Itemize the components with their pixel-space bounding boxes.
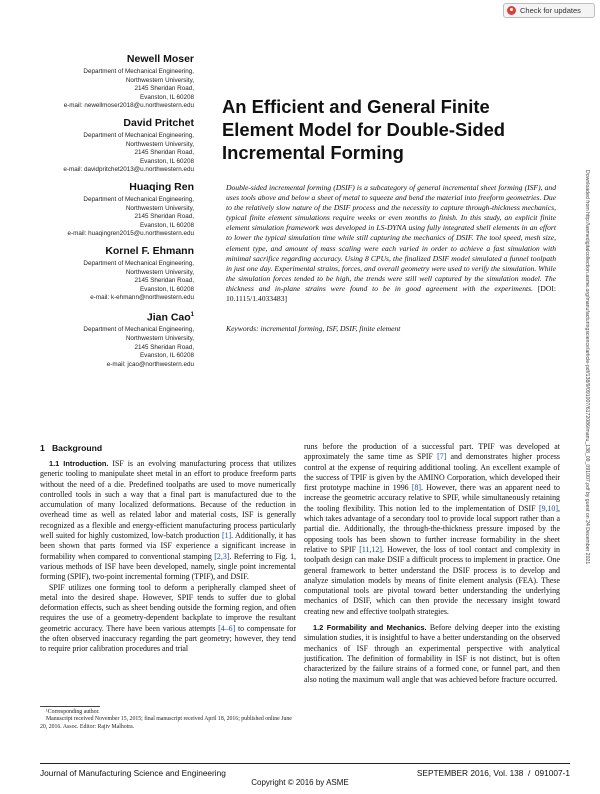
paragraph-text: and demonstrates higher process control at the expense of requiring additional tooling. An excellent example of the success of TPIF is given by the AMINO Corporation, which developed their first prototype machine in 1996 (304, 452, 560, 493)
paragraph-text: . Additionally, it has been shown that parts formed via ISF experience a significant increase in formability when compared to conventional stamping (40, 531, 296, 561)
footnote-line: Manuscript received November 15, 2015; final manuscript received April 18, 2016; published online June 20, 2016. Assoc. Editor: Rajiv Malhotra. (40, 716, 292, 730)
author-affiliation-line: Evanston, IL 60208 (139, 93, 194, 101)
abstract (226, 183, 556, 304)
journal-name: Journal of Manufacturing Science and Engineering (40, 768, 226, 778)
author-affiliation-line: Department of Mechanical Engineering, (83, 68, 194, 75)
author-affiliation-line: 2145 Sheridan Road, (134, 213, 194, 221)
crossmark-icon (507, 6, 516, 15)
footnote-line: ¹Corresponding author. (46, 709, 100, 715)
section-heading (40, 443, 102, 453)
issue-info: SEPTEMBER 2016, Vol. 138 / 091007-1 (416, 768, 570, 778)
author-affiliation-line: Evanston, IL 60208 (139, 221, 194, 229)
paragraph-text: Before delving deeper into the existing simulation studies, it is insightful to have a better understanding on the observed mechanics of ISF through an experimental perspective with analytical justification. The definition of formability in ISF is not distinct, but is often characterized by the failure strains of a formed cone, or funnel part, and then also noting the maximum wall angle that was achieved before fracture occurred. (304, 623, 560, 684)
paper-title: An Efficient and General Finite Element Model for Double-Sided Incremental Forming (222, 96, 506, 163)
author-name (30, 245, 194, 258)
right-column (304, 442, 560, 685)
author-email[interactable]: e-mail: newellmoser2018@u.northwestern.edu (63, 102, 194, 110)
citation-link[interactable]: [9,10] (538, 503, 559, 513)
author-email[interactable]: e-mail: jcao@northwestern.edu (106, 360, 194, 368)
author-block (30, 181, 194, 239)
author-affiliation-line: Department of Mechanical Engineering, (83, 326, 194, 334)
author-affiliation-line: Northwestern University, (125, 204, 194, 212)
author-affiliation-line: 2145 Sheridan Road, (134, 277, 194, 285)
check-for-updates-button[interactable] (503, 3, 595, 18)
footnote-divider (40, 706, 100, 707)
abstract-text: Double-sided incremental forming (DSIF) is a subcategory of general incremental sheet forming (ISF), and uses tools above and below a sheet of metal to squeeze and bend the material into freeform geometries. Due to the relatively slow nature of the DSIF process and the necessity to capture through-thickness mechanics, typical finite element simulations require weeks or even months to finish. In this study, an explicit finite element simulation framework was developed in LS-DYNA using fully integrated shell elements in an effort to lower the typical simulation time while still capturing the mechanics of DSIF. The tool speed, mesh size, element type, and amount of mass scaling were each varied in order to achieve a fast simulation with minimal sacrifice regarding accuracy. Using 8 CPUs, the finalized DSIF model simulated a funnel toolpath in just one day. Experimental strains, forces, and overall geometry were used to verify the simulation. While the simulation forces tended to be high, the trends were still well captured by the simulation model. The thickness and in-plane strains were found to be in good agreement with the experiments. (226, 183, 556, 293)
author-block (30, 309, 194, 369)
author-name (30, 181, 194, 194)
paragraph-text: , which takes advantage of a secondary tool to provide local support rather than a partial die. Additionally, the through-the-thickness pressure imposed by the opposing tools has been shown to further increase formability in the sheet relative to SPIF (304, 503, 560, 554)
citation-link[interactable]: [7] (437, 452, 447, 462)
author-affiliation-line: Northwestern University, (125, 334, 194, 342)
subsection-heading: 1.2 Formability and Mechanics. (313, 623, 427, 633)
subsection-heading: 1.1 Introduction. (49, 459, 109, 468)
author-affiliation-line: Northwestern University, (125, 140, 194, 148)
author-name-text: David Pritchet (123, 116, 194, 129)
author-email[interactable]: e-mail: davidpritchet2013@u.northwestern.edu (63, 166, 194, 174)
author-affiliation-line: 2145 Sheridan Road, (134, 85, 194, 93)
author-name-text: Jian Cao (146, 311, 191, 324)
author-block (30, 117, 194, 175)
paragraph (304, 442, 560, 617)
author-affiliation-line: Evanston, IL 60208 (139, 352, 194, 360)
doi-link[interactable]: [DOI: 10.1115/1.4033483] (226, 283, 556, 304)
author-email[interactable]: e-mail: k-ehmann@northwestern.edu (90, 294, 194, 302)
download-watermark: Downloaded from http://asmedigitalcollection.asme.org/manufacturingscience/article-pdf/138/9/091007/6172086/manu_138_09_091007.pdf by guest on 24 December 2021 (584, 170, 590, 565)
author-affiliation-line: Department of Mechanical Engineering, (83, 131, 194, 139)
author-name (30, 309, 194, 325)
citation-link[interactable]: [2,3] (214, 551, 230, 561)
author-affiliation-line: Evanston, IL 60208 (139, 157, 194, 165)
keywords: Keywords: incremental forming, ISF, DSIF, finite element (226, 324, 401, 333)
citation-link[interactable]: [11,12] (359, 544, 382, 554)
author-affiliation-line: 2145 Sheridan Road, (134, 343, 194, 351)
left-column (40, 459, 296, 655)
author-affiliation-line: Northwestern University, (125, 76, 194, 84)
copyright: Copyright © 2016 by ASME (251, 778, 349, 787)
paragraph-text: ISF is an evolving manufacturing process that utilizes generic tooling to manipulate sheet metal in an effort to produce freeform parts without the need of a die. Predefined toolpaths are used to move numerically controlled tools in such a way that a final part is manufactured due to the accumulation of many localized deformations. Because of the reduction in overhead time as well as related labor and material costs, ISF is generally recognized as a flexible and energy-efficient manufacturing process particularly well suited for highly customized, low-batch production (40, 459, 296, 541)
citation-link[interactable]: [8] (411, 483, 422, 493)
section-number: 1 (40, 443, 45, 453)
footer-divider (40, 763, 570, 764)
author-affiliation-line: Department of Mechanical Engineering, (83, 195, 194, 203)
check-for-updates-label: Check for updates (520, 6, 581, 15)
author-name (30, 117, 194, 130)
author-affiliation-line: Northwestern University, (125, 268, 194, 276)
author-name-text: Newell Moser (126, 53, 194, 65)
author-affiliation-line: 2145 Sheridan Road, (134, 149, 194, 157)
paragraph (40, 459, 296, 583)
paragraph-text: to compensate for the often observed inaccuracy regarding the part geometry; however, they tend to require prior calibration procedures and trial (40, 623, 296, 654)
paragraph-text: SPIF utilizes one forming tool to deform a peripherally clamped sheet of metal into the desired shape. However, SPIF tends to suffer due to global deformation effects, such as sheet bending outside the forming region, and often requires the use of a geometry-dependent backplate to improve the resultant geometric accuracy. There have been various attempts (40, 582, 296, 633)
author-name-text: Kornel F. Ehmann (105, 244, 194, 257)
author-name (30, 53, 194, 66)
paragraph-text: . However, there was an apparent need to increase the geometric accuracy relative to SPIF, while simultaneously retaining the tooling flexibility. This notion led to the implementation of DSIF (304, 483, 560, 513)
paragraph-text: runs before the production of a successful part. TPIF was developed at approximately the same time as SPIF (304, 442, 560, 462)
author-affiliation-line: Department of Mechanical Engineering, (83, 259, 194, 267)
paragraph (304, 623, 560, 685)
author-list (30, 53, 194, 375)
corresponding-author-mark: 1 (190, 311, 194, 318)
citation-link[interactable]: [1] (221, 531, 232, 541)
paragraph (40, 583, 296, 655)
footnote (40, 709, 296, 731)
author-block (30, 245, 194, 303)
author-email[interactable]: e-mail: huaqingren2015@u.northwestern.edu (67, 230, 194, 238)
section-title: Background (51, 443, 103, 453)
paragraph-text: . However, the loss of tool contact and complexity in toolpath design can make DSIF a difficult process to implement in practice. One general framework to better understand the DSIF process is to develop and analyze simulation models by means of finite element analysis (FEA). These computational tools are pivotal toward better understanding the underlying mechanics of DSIF, which can then provide the necessary insight toward creating new and effective toolpath strategies. (304, 544, 560, 616)
author-name-text: Huaqing Ren (129, 180, 194, 193)
author-affiliation-line: Evanston, IL 60208 (139, 285, 194, 293)
author-block (30, 53, 194, 111)
citation-link[interactable]: [4–6] (218, 623, 236, 633)
paragraph-text: . Referring to Fig. 1, various methods of ISF have been developed, namely, single point incremental forming (SPIF), two-point incremental forming (TPIF), and DSIF. (40, 551, 297, 582)
